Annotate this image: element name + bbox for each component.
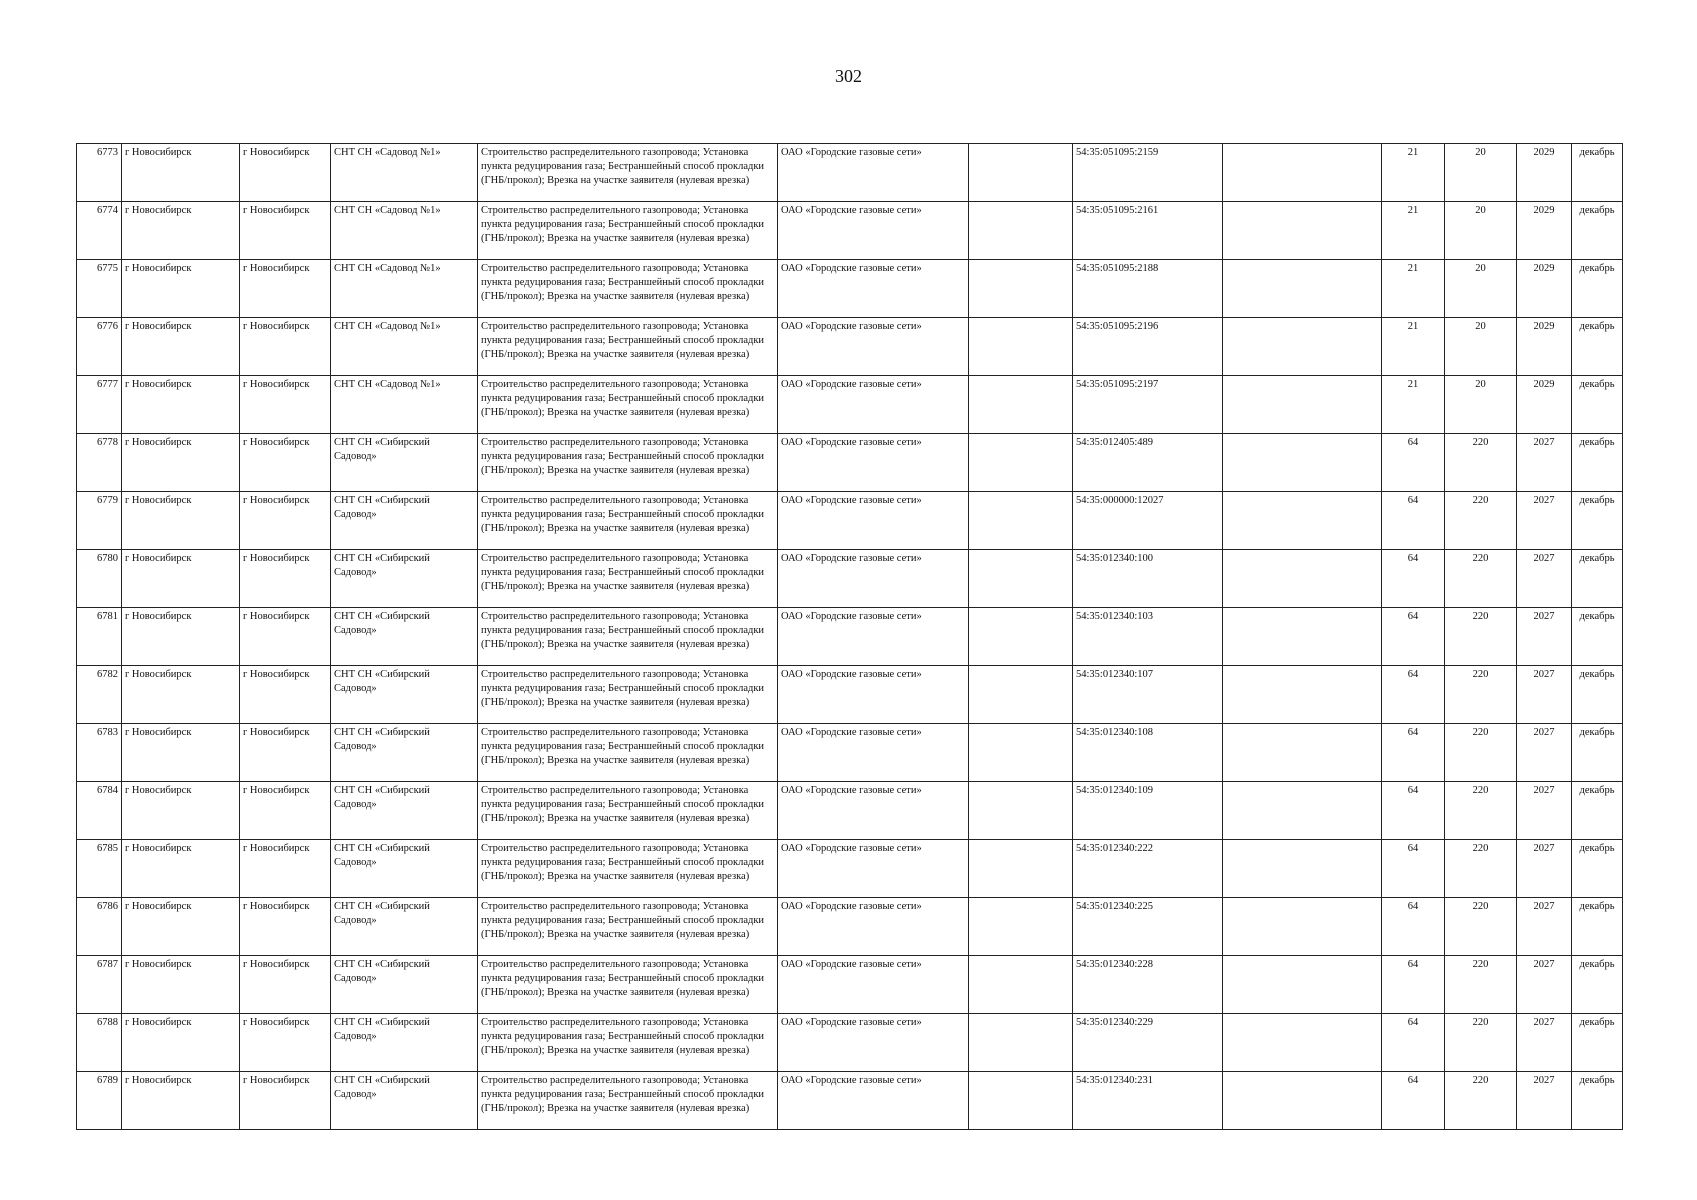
empty-cell [1223,1014,1382,1072]
operator-cell: ОАО «Городские газовые сети» [778,956,969,1014]
empty-cell [969,898,1073,956]
month-cell: декабрь [1572,492,1623,550]
month-cell: декабрь [1572,550,1623,608]
year-cell: 2027 [1517,840,1572,898]
value-1-cell: 64 [1382,840,1445,898]
empty-cell [969,376,1073,434]
table-row [77,608,1623,666]
operator-cell: ОАО «Городские газовые сети» [778,550,969,608]
year-cell: 2027 [1517,898,1572,956]
empty-cell [969,1072,1073,1130]
settlement-cell: г Новосибирск [240,724,331,782]
year-cell: 2027 [1517,782,1572,840]
empty-cell [969,550,1073,608]
month-cell: декабрь [1572,202,1623,260]
value-1-cell: 64 [1382,492,1445,550]
month-cell: декабрь [1572,898,1623,956]
empty-cell [1223,898,1382,956]
empty-cell [969,492,1073,550]
operator-cell: ОАО «Городские газовые сети» [778,666,969,724]
cadastral-number-cell: 54:35:051095:2161 [1073,202,1223,260]
empty-cell [1223,376,1382,434]
work-description-cell: Строительство распределительного газопровода; Установка пункта редуцирования газа; Бестраншейный способ прокладки (ГНБ/прокол); Врезка на участке заявителя (нулевая врезка) [478,434,778,492]
district-cell: г Новосибирск [122,898,240,956]
settlement-cell: г Новосибирск [240,956,331,1014]
settlement-cell: г Новосибирск [240,1014,331,1072]
value-2-cell: 220 [1445,1072,1517,1130]
work-description-cell: Строительство распределительного газопровода; Установка пункта редуцирования газа; Бестраншейный способ прокладки (ГНБ/прокол); Врезка на участке заявителя (нулевая врезка) [478,550,778,608]
month-cell: декабрь [1572,782,1623,840]
empty-cell [1223,840,1382,898]
work-description-cell: Строительство распределительного газопровода; Установка пункта редуцирования газа; Бестраншейный способ прокладки (ГНБ/прокол); Врезка на участке заявителя (нулевая врезка) [478,782,778,840]
district-cell: г Новосибирск [122,1072,240,1130]
cadastral-number-cell: 54:35:051095:2196 [1073,318,1223,376]
year-cell: 2027 [1517,956,1572,1014]
year-cell: 2027 [1517,666,1572,724]
empty-cell [1223,318,1382,376]
work-description-cell: Строительство распределительного газопровода; Установка пункта редуцирования газа; Бестраншейный способ прокладки (ГНБ/прокол); Врезка на участке заявителя (нулевая врезка) [478,376,778,434]
work-description-cell: Строительство распределительного газопровода; Установка пункта редуцирования газа; Бестраншейный способ прокладки (ГНБ/прокол); Врезка на участке заявителя (нулевая врезка) [478,260,778,318]
cadastral-number-cell: 54:35:000000:12027 [1073,492,1223,550]
empty-cell [969,666,1073,724]
settlement-cell: г Новосибирск [240,492,331,550]
object-cell: СНТ СН «Сибирский Садовод» [331,492,478,550]
value-1-cell: 64 [1382,550,1445,608]
object-cell: СНТ СН «Садовод №1» [331,318,478,376]
cadastral-number-cell: 54:35:012340:229 [1073,1014,1223,1072]
year-cell: 2029 [1517,376,1572,434]
district-cell: г Новосибирск [122,492,240,550]
settlement-cell: г Новосибирск [240,898,331,956]
empty-cell [969,1014,1073,1072]
year-cell: 2029 [1517,318,1572,376]
empty-cell [969,318,1073,376]
empty-cell [969,260,1073,318]
registry-body [77,144,1623,1130]
work-description-cell: Строительство распределительного газопровода; Установка пункта редуцирования газа; Бестраншейный способ прокладки (ГНБ/прокол); Врезка на участке заявителя (нулевая врезка) [478,724,778,782]
year-cell: 2029 [1517,202,1572,260]
row-number-cell: 6784 [77,782,122,840]
empty-cell [969,956,1073,1014]
object-cell: СНТ СН «Садовод №1» [331,144,478,202]
year-cell: 2027 [1517,724,1572,782]
value-2-cell: 220 [1445,840,1517,898]
row-number-cell: 6777 [77,376,122,434]
work-description-cell: Строительство распределительного газопровода; Установка пункта редуцирования газа; Бестраншейный способ прокладки (ГНБ/прокол); Врезка на участке заявителя (нулевая врезка) [478,144,778,202]
empty-cell [1223,434,1382,492]
district-cell: г Новосибирск [122,550,240,608]
value-2-cell: 220 [1445,550,1517,608]
cadastral-number-cell: 54:35:051095:2159 [1073,144,1223,202]
district-cell: г Новосибирск [122,608,240,666]
district-cell: г Новосибирск [122,144,240,202]
row-number-cell: 6782 [77,666,122,724]
value-2-cell: 220 [1445,898,1517,956]
table-row [77,724,1623,782]
cadastral-number-cell: 54:35:012405:489 [1073,434,1223,492]
cadastral-number-cell: 54:35:012340:231 [1073,1072,1223,1130]
object-cell: СНТ СН «Сибирский Садовод» [331,550,478,608]
operator-cell: ОАО «Городские газовые сети» [778,1072,969,1130]
row-number-cell: 6774 [77,202,122,260]
empty-cell [969,608,1073,666]
operator-cell: ОАО «Городские газовые сети» [778,202,969,260]
empty-cell [1223,956,1382,1014]
settlement-cell: г Новосибирск [240,666,331,724]
work-description-cell: Строительство распределительного газопровода; Установка пункта редуцирования газа; Бестраншейный способ прокладки (ГНБ/прокол); Врезка на участке заявителя (нулевая врезка) [478,840,778,898]
operator-cell: ОАО «Городские газовые сети» [778,434,969,492]
cadastral-number-cell: 54:35:051095:2188 [1073,260,1223,318]
district-cell: г Новосибирск [122,376,240,434]
value-1-cell: 64 [1382,782,1445,840]
value-2-cell: 220 [1445,724,1517,782]
work-description-cell: Строительство распределительного газопровода; Установка пункта редуцирования газа; Бестраншейный способ прокладки (ГНБ/прокол); Врезка на участке заявителя (нулевая врезка) [478,202,778,260]
settlement-cell: г Новосибирск [240,260,331,318]
table-row [77,782,1623,840]
object-cell: СНТ СН «Садовод №1» [331,260,478,318]
value-2-cell: 20 [1445,144,1517,202]
row-number-cell: 6780 [77,550,122,608]
month-cell: декабрь [1572,956,1623,1014]
value-1-cell: 64 [1382,956,1445,1014]
settlement-cell: г Новосибирск [240,376,331,434]
table-row [77,318,1623,376]
table-row [77,202,1623,260]
value-1-cell: 21 [1382,376,1445,434]
cadastral-number-cell: 54:35:012340:222 [1073,840,1223,898]
cadastral-number-cell: 54:35:012340:100 [1073,550,1223,608]
month-cell: декабрь [1572,1014,1623,1072]
operator-cell: ОАО «Городские газовые сети» [778,492,969,550]
row-number-cell: 6778 [77,434,122,492]
district-cell: г Новосибирск [122,318,240,376]
empty-cell [969,782,1073,840]
row-number-cell: 6783 [77,724,122,782]
cadastral-number-cell: 54:35:012340:228 [1073,956,1223,1014]
value-1-cell: 64 [1382,1072,1445,1130]
district-cell: г Новосибирск [122,840,240,898]
empty-cell [1223,666,1382,724]
operator-cell: ОАО «Городские газовые сети» [778,260,969,318]
object-cell: СНТ СН «Сибирский Садовод» [331,898,478,956]
operator-cell: ОАО «Городские газовые сети» [778,376,969,434]
value-1-cell: 21 [1382,260,1445,318]
work-description-cell: Строительство распределительного газопровода; Установка пункта редуцирования газа; Бестраншейный способ прокладки (ГНБ/прокол); Врезка на участке заявителя (нулевая врезка) [478,608,778,666]
value-2-cell: 220 [1445,1014,1517,1072]
district-cell: г Новосибирск [122,434,240,492]
empty-cell [969,202,1073,260]
value-1-cell: 21 [1382,144,1445,202]
year-cell: 2027 [1517,1014,1572,1072]
work-description-cell: Строительство распределительного газопровода; Установка пункта редуцирования газа; Бестраншейный способ прокладки (ГНБ/прокол); Врезка на участке заявителя (нулевая врезка) [478,492,778,550]
operator-cell: ОАО «Городские газовые сети» [778,318,969,376]
district-cell: г Новосибирск [122,782,240,840]
value-1-cell: 21 [1382,202,1445,260]
row-number-cell: 6788 [77,1014,122,1072]
object-cell: СНТ СН «Сибирский Садовод» [331,956,478,1014]
row-number-cell: 6785 [77,840,122,898]
table-row [77,144,1623,202]
work-description-cell: Строительство распределительного газопровода; Установка пункта редуцирования газа; Бестраншейный способ прокладки (ГНБ/прокол); Врезка на участке заявителя (нулевая врезка) [478,1014,778,1072]
value-1-cell: 64 [1382,1014,1445,1072]
month-cell: декабрь [1572,376,1623,434]
value-1-cell: 64 [1382,724,1445,782]
value-2-cell: 220 [1445,956,1517,1014]
page-number: 302 [835,66,862,86]
cadastral-number-cell: 54:35:012340:108 [1073,724,1223,782]
work-description-cell: Строительство распределительного газопровода; Установка пункта редуцирования газа; Бестраншейный способ прокладки (ГНБ/прокол); Врезка на участке заявителя (нулевая врезка) [478,898,778,956]
object-cell: СНТ СН «Сибирский Садовод» [331,434,478,492]
value-2-cell: 20 [1445,376,1517,434]
object-cell: СНТ СН «Садовод №1» [331,202,478,260]
empty-cell [1223,202,1382,260]
empty-cell [1223,1072,1382,1130]
month-cell: декабрь [1572,724,1623,782]
settlement-cell: г Новосибирск [240,318,331,376]
value-1-cell: 64 [1382,608,1445,666]
operator-cell: ОАО «Городские газовые сети» [778,608,969,666]
work-description-cell: Строительство распределительного газопровода; Установка пункта редуцирования газа; Бестраншейный способ прокладки (ГНБ/прокол); Врезка на участке заявителя (нулевая врезка) [478,956,778,1014]
object-cell: СНТ СН «Сибирский Садовод» [331,1014,478,1072]
operator-cell: ОАО «Городские газовые сети» [778,898,969,956]
year-cell: 2027 [1517,492,1572,550]
district-cell: г Новосибирск [122,260,240,318]
settlement-cell: г Новосибирск [240,434,331,492]
district-cell: г Новосибирск [122,1014,240,1072]
empty-cell [969,724,1073,782]
year-cell: 2029 [1517,144,1572,202]
table-row [77,376,1623,434]
table-row [77,1072,1623,1130]
work-description-cell: Строительство распределительного газопровода; Установка пункта редуцирования газа; Бестраншейный способ прокладки (ГНБ/прокол); Врезка на участке заявителя (нулевая врезка) [478,318,778,376]
table-row [77,666,1623,724]
work-description-cell: Строительство распределительного газопровода; Установка пункта редуцирования газа; Бестраншейный способ прокладки (ГНБ/прокол); Врезка на участке заявителя (нулевая врезка) [478,666,778,724]
year-cell: 2027 [1517,608,1572,666]
object-cell: СНТ СН «Сибирский Садовод» [331,666,478,724]
value-1-cell: 64 [1382,666,1445,724]
object-cell: СНТ СН «Сибирский Садовод» [331,608,478,666]
table-row [77,956,1623,1014]
month-cell: декабрь [1572,608,1623,666]
year-cell: 2029 [1517,260,1572,318]
district-cell: г Новосибирск [122,956,240,1014]
cadastral-number-cell: 54:35:012340:225 [1073,898,1223,956]
object-cell: СНТ СН «Сибирский Садовод» [331,782,478,840]
month-cell: декабрь [1572,144,1623,202]
value-2-cell: 220 [1445,492,1517,550]
empty-cell [969,840,1073,898]
settlement-cell: г Новосибирск [240,782,331,840]
value-2-cell: 220 [1445,782,1517,840]
operator-cell: ОАО «Городские газовые сети» [778,840,969,898]
year-cell: 2027 [1517,550,1572,608]
value-1-cell: 64 [1382,898,1445,956]
row-number-cell: 6776 [77,318,122,376]
empty-cell [1223,492,1382,550]
year-cell: 2027 [1517,434,1572,492]
district-cell: г Новосибирск [122,666,240,724]
value-1-cell: 21 [1382,318,1445,376]
table-row [77,434,1623,492]
month-cell: декабрь [1572,318,1623,376]
empty-cell [1223,550,1382,608]
year-cell: 2027 [1517,1072,1572,1130]
row-number-cell: 6786 [77,898,122,956]
operator-cell: ОАО «Городские газовые сети» [778,782,969,840]
settlement-cell: г Новосибирск [240,608,331,666]
value-2-cell: 20 [1445,202,1517,260]
row-number-cell: 6789 [77,1072,122,1130]
row-number-cell: 6773 [77,144,122,202]
month-cell: декабрь [1572,260,1623,318]
cadastral-number-cell: 54:35:012340:103 [1073,608,1223,666]
settlement-cell: г Новосибирск [240,840,331,898]
object-cell: СНТ СН «Сибирский Садовод» [331,724,478,782]
row-number-cell: 6781 [77,608,122,666]
month-cell: декабрь [1572,666,1623,724]
table-row [77,1014,1623,1072]
table-row [77,260,1623,318]
value-2-cell: 20 [1445,318,1517,376]
table-row [77,840,1623,898]
work-description-cell: Строительство распределительного газопровода; Установка пункта редуцирования газа; Бестраншейный способ прокладки (ГНБ/прокол); Врезка на участке заявителя (нулевая врезка) [478,1072,778,1130]
settlement-cell: г Новосибирск [240,144,331,202]
settlement-cell: г Новосибирск [240,202,331,260]
empty-cell [1223,144,1382,202]
object-cell: СНТ СН «Сибирский Садовод» [331,840,478,898]
empty-cell [1223,724,1382,782]
cadastral-number-cell: 54:35:012340:107 [1073,666,1223,724]
operator-cell: ОАО «Городские газовые сети» [778,724,969,782]
row-number-cell: 6779 [77,492,122,550]
month-cell: декабрь [1572,840,1623,898]
cadastral-number-cell: 54:35:012340:109 [1073,782,1223,840]
empty-cell [1223,260,1382,318]
month-cell: декабрь [1572,434,1623,492]
operator-cell: ОАО «Городские газовые сети» [778,1014,969,1072]
value-2-cell: 220 [1445,434,1517,492]
table-row [77,898,1623,956]
object-cell: СНТ СН «Сибирский Садовод» [331,1072,478,1130]
row-number-cell: 6775 [77,260,122,318]
empty-cell [969,144,1073,202]
value-2-cell: 220 [1445,666,1517,724]
district-cell: г Новосибирск [122,202,240,260]
value-2-cell: 220 [1445,608,1517,666]
object-cell: СНТ СН «Садовод №1» [331,376,478,434]
empty-cell [969,434,1073,492]
district-cell: г Новосибирск [122,724,240,782]
settlement-cell: г Новосибирск [240,550,331,608]
cadastral-number-cell: 54:35:051095:2197 [1073,376,1223,434]
operator-cell: ОАО «Городские газовые сети» [778,144,969,202]
value-2-cell: 20 [1445,260,1517,318]
table-row [77,550,1623,608]
month-cell: декабрь [1572,1072,1623,1130]
value-1-cell: 64 [1382,434,1445,492]
row-number-cell: 6787 [77,956,122,1014]
empty-cell [1223,608,1382,666]
settlement-cell: г Новосибирск [240,1072,331,1130]
table-row [77,492,1623,550]
empty-cell [1223,782,1382,840]
registry-table [76,143,1623,1130]
